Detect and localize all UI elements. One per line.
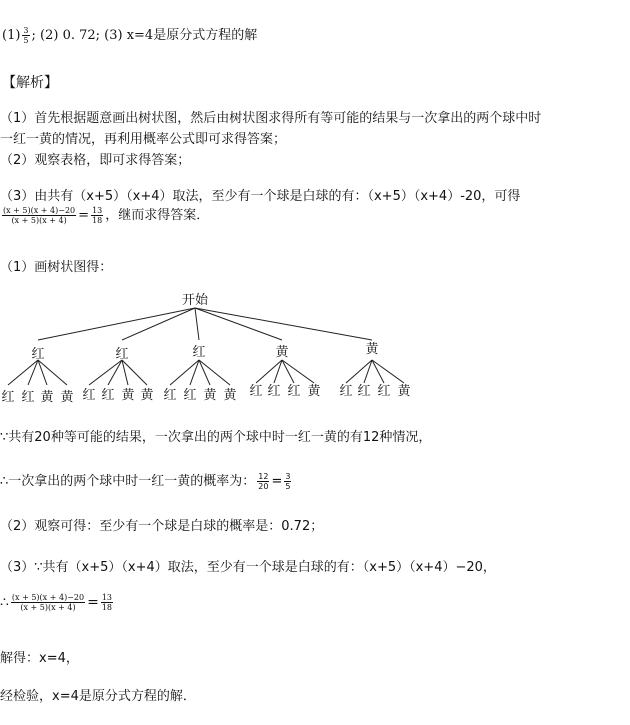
tree-root: 开始 bbox=[181, 293, 209, 308]
answer-line bbox=[2, 24, 257, 45]
tree-leaf: 红 bbox=[339, 384, 353, 399]
part2-line: （2）观察可得：至少有一个球是白球的概率是：0.72； bbox=[0, 519, 324, 534]
tree-node-l1-3: 红 bbox=[192, 345, 206, 360]
therefore-line bbox=[0, 470, 293, 491]
answer-part1: (1) bbox=[2, 28, 21, 43]
answer-fraction: $\frac{3}{5}$ bbox=[23, 26, 29, 45]
equation-equals: = bbox=[87, 594, 99, 611]
therefore-text: ∴一次拿出的两个球中时一红一黄的概率为： bbox=[0, 474, 256, 489]
tree-leaf: 红 bbox=[101, 388, 115, 403]
tree-leaf: 红 bbox=[249, 384, 263, 399]
tree-leaf: 黄 bbox=[60, 390, 74, 405]
hint3-fraction-left: $\frac{(x + 5)(x + 4)-20}{(x + 5)(x + 4)}$ bbox=[3, 206, 76, 225]
tree-leaf: 红 bbox=[377, 384, 391, 399]
hint3-tail: ，继而求得答案． bbox=[105, 208, 210, 223]
part3-line: （3）∵共有（x+5）（x+4）取法，至少有一个球是白球的有：（x+5）（x+4）−20， bbox=[0, 560, 496, 575]
equation-fraction-left: $\frac{(x + 5)(x + 4)-20}{(x + 5)(x + 4)}$ bbox=[11, 593, 85, 612]
tree-leaf: 红 bbox=[267, 384, 281, 399]
tree-leaf: 红 bbox=[21, 390, 35, 405]
answer-rest: ; (2) 0. 72; (3) x=4是原分式方程的解 bbox=[31, 28, 258, 43]
since-line: ∵共有20种等可能的结果，一次拿出的两个球中时一红一黄的有12种情况， bbox=[0, 430, 432, 445]
tree-leaf: 红 bbox=[82, 388, 96, 403]
tree-node-l1-5: 黄 bbox=[365, 342, 379, 357]
tree-leaf: 黄 bbox=[121, 388, 135, 403]
analysis-heading: 【解析】 bbox=[2, 75, 58, 91]
hint3-equals: = bbox=[78, 208, 90, 223]
tree-leaf: 黄 bbox=[40, 390, 54, 405]
hint-3-equation bbox=[0, 204, 209, 225]
tree-leaf: 黄 bbox=[203, 388, 217, 403]
hint-2: （2）观察表格，即可求得答案； bbox=[0, 153, 191, 168]
hint-1a: （1）首先根据题意画出树状图，然后由树状图求得所有等可能的结果与一次拿出的两个球中时 bbox=[0, 111, 542, 126]
therefore-symbol: ∴ bbox=[0, 594, 9, 611]
tree-leaf: 红 bbox=[357, 384, 371, 399]
tree-leaf: 黄 bbox=[223, 388, 237, 403]
tree-leaf: 黄 bbox=[140, 388, 154, 403]
tree-node-l1-1: 红 bbox=[31, 347, 45, 362]
prob-fraction-1: $\frac{12}{20}$ bbox=[258, 472, 269, 491]
equation-fraction-right: $\frac{13}{18}$ bbox=[101, 593, 112, 612]
hint-1b: 一红一黄的情况，再利用概率公式即可求得答案； bbox=[0, 132, 287, 147]
solve-line: 解得：x=4， bbox=[0, 651, 79, 666]
hint-3a: （3）由共有（x+5）（x+4）取法，至少有一个球是白球的有：（x+5）（x+4）-20，可得 bbox=[0, 189, 521, 204]
part1-title: （1）画树状图得： bbox=[0, 260, 113, 275]
tree-leaf: 黄 bbox=[397, 384, 411, 399]
tree-leaf: 红 bbox=[183, 388, 197, 403]
tree-leaf: 红 bbox=[287, 384, 301, 399]
tree-leaf: 红 bbox=[163, 388, 177, 403]
tree-node-l1-4: 黄 bbox=[275, 345, 289, 360]
tree-diagram bbox=[0, 285, 630, 425]
check-line: 经检验，x=4是原分式方程的解． bbox=[0, 689, 196, 704]
equation-line bbox=[0, 593, 115, 612]
tree-leaf: 黄 bbox=[307, 384, 321, 399]
hint3-fraction-right: $\frac{13}{18}$ bbox=[92, 206, 103, 225]
prob-equals: = bbox=[271, 474, 283, 489]
tree-leaf: 红 bbox=[1, 390, 15, 405]
prob-fraction-2: $\frac{3}{5}$ bbox=[285, 472, 291, 491]
tree-node-l1-2: 红 bbox=[115, 347, 129, 362]
